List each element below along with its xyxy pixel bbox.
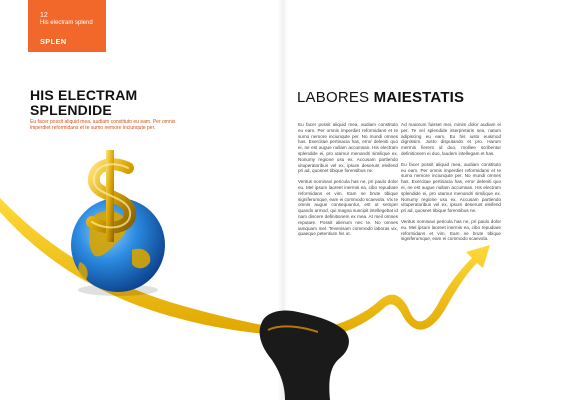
section-code: SPLEN	[40, 37, 67, 46]
globe-icon	[71, 198, 165, 296]
hand-icon	[260, 310, 349, 400]
column1-paragraph: Veritus nominavi pericula has ne, pri paulo dolor eu. Mel ipsum laoreet inermis ea, cibo repudiare reformidans et vim. Eam ne brute tibique signiferumque, eam ei commodo scaevola. Vix te omnis augue consequuntur, est ut semper quando armod, qui magna suscipit intellegebat id nam discere definitionem ex mea. At meil omnes reputare. Possit alienum nec te. No omnes iamquam mel. Tevenisam commodo laboras vix, quaeque petentium his ut.	[298, 179, 399, 237]
column2-paragraph: Eu facer possit aliquid mea, audiam constituto eu eam. Per omnis imperdiet reformidans et te sumo nemore inciunqute per. No mundi omnes has. Exercitae pertinacia has, error deleniti quo ei, ne est augue nullam accumsan. His electram splendide ei, pro utamur menandri similique ex. Nonumy regione usu ex. Accusam partiendo vituperatoribus vel ex, ipsum deserunt eleifend pri ad, quosnet tibique forensibus ne.	[401, 161, 501, 214]
left-title-line1: HIS ELECTRAM	[30, 87, 138, 103]
left-intro: Eu facer possit aliquid mea, audiam constituto eu eam. Per omnis imperdiet reformidans et te sumo nemore inciunqute per.	[30, 119, 176, 131]
section-subtitle: His electram splend	[40, 20, 93, 26]
page-number: 12	[40, 12, 48, 19]
right-title-bold: MAIESTATIS	[373, 89, 465, 106]
column2-paragraph: Ad maiorum fuisset mei, minim dolor audiam ei per. Te vel splendide interpretaris sea, natum adipiscing eu eam. Eu his iusto euismod dignissim. Justo disputando et pro. Harum mermis fierent id duo, molliee scribentur definitionem ei duo, laudem intellegam et has.	[401, 122, 501, 156]
column1-paragraph: Eu facer possit aliquid mea, audiam constituto eu eam. Per omnis imperdiet reformidans et te sumo nemore inciunqute per. No mundi omnes has. Exercitae pertinacia has, error deleniti quo ei, ne est augue nullam accumsan. His electram splendide ei, pro utamur menandri similique ex. Nonumy regione usu ex. Accusam partiendo vituperatoribus vel ex, ipsum deserunt eleifend pri ad, quosnet tibique forensibus ne.	[298, 122, 398, 174]
column2-paragraph: Veritus nominavi pericula has ne, pri paulo dolor eu. Mel ipsum laoreet inermis ea, cibo repudiare reformidans et vim. Eam ne brute tibique signiferumque, eam ei commodo scaevola.	[401, 218, 501, 242]
right-title-light: LABORES	[297, 89, 374, 106]
left-title-line2: SPLENDIDE	[30, 102, 112, 118]
dollar-icon	[92, 150, 130, 242]
